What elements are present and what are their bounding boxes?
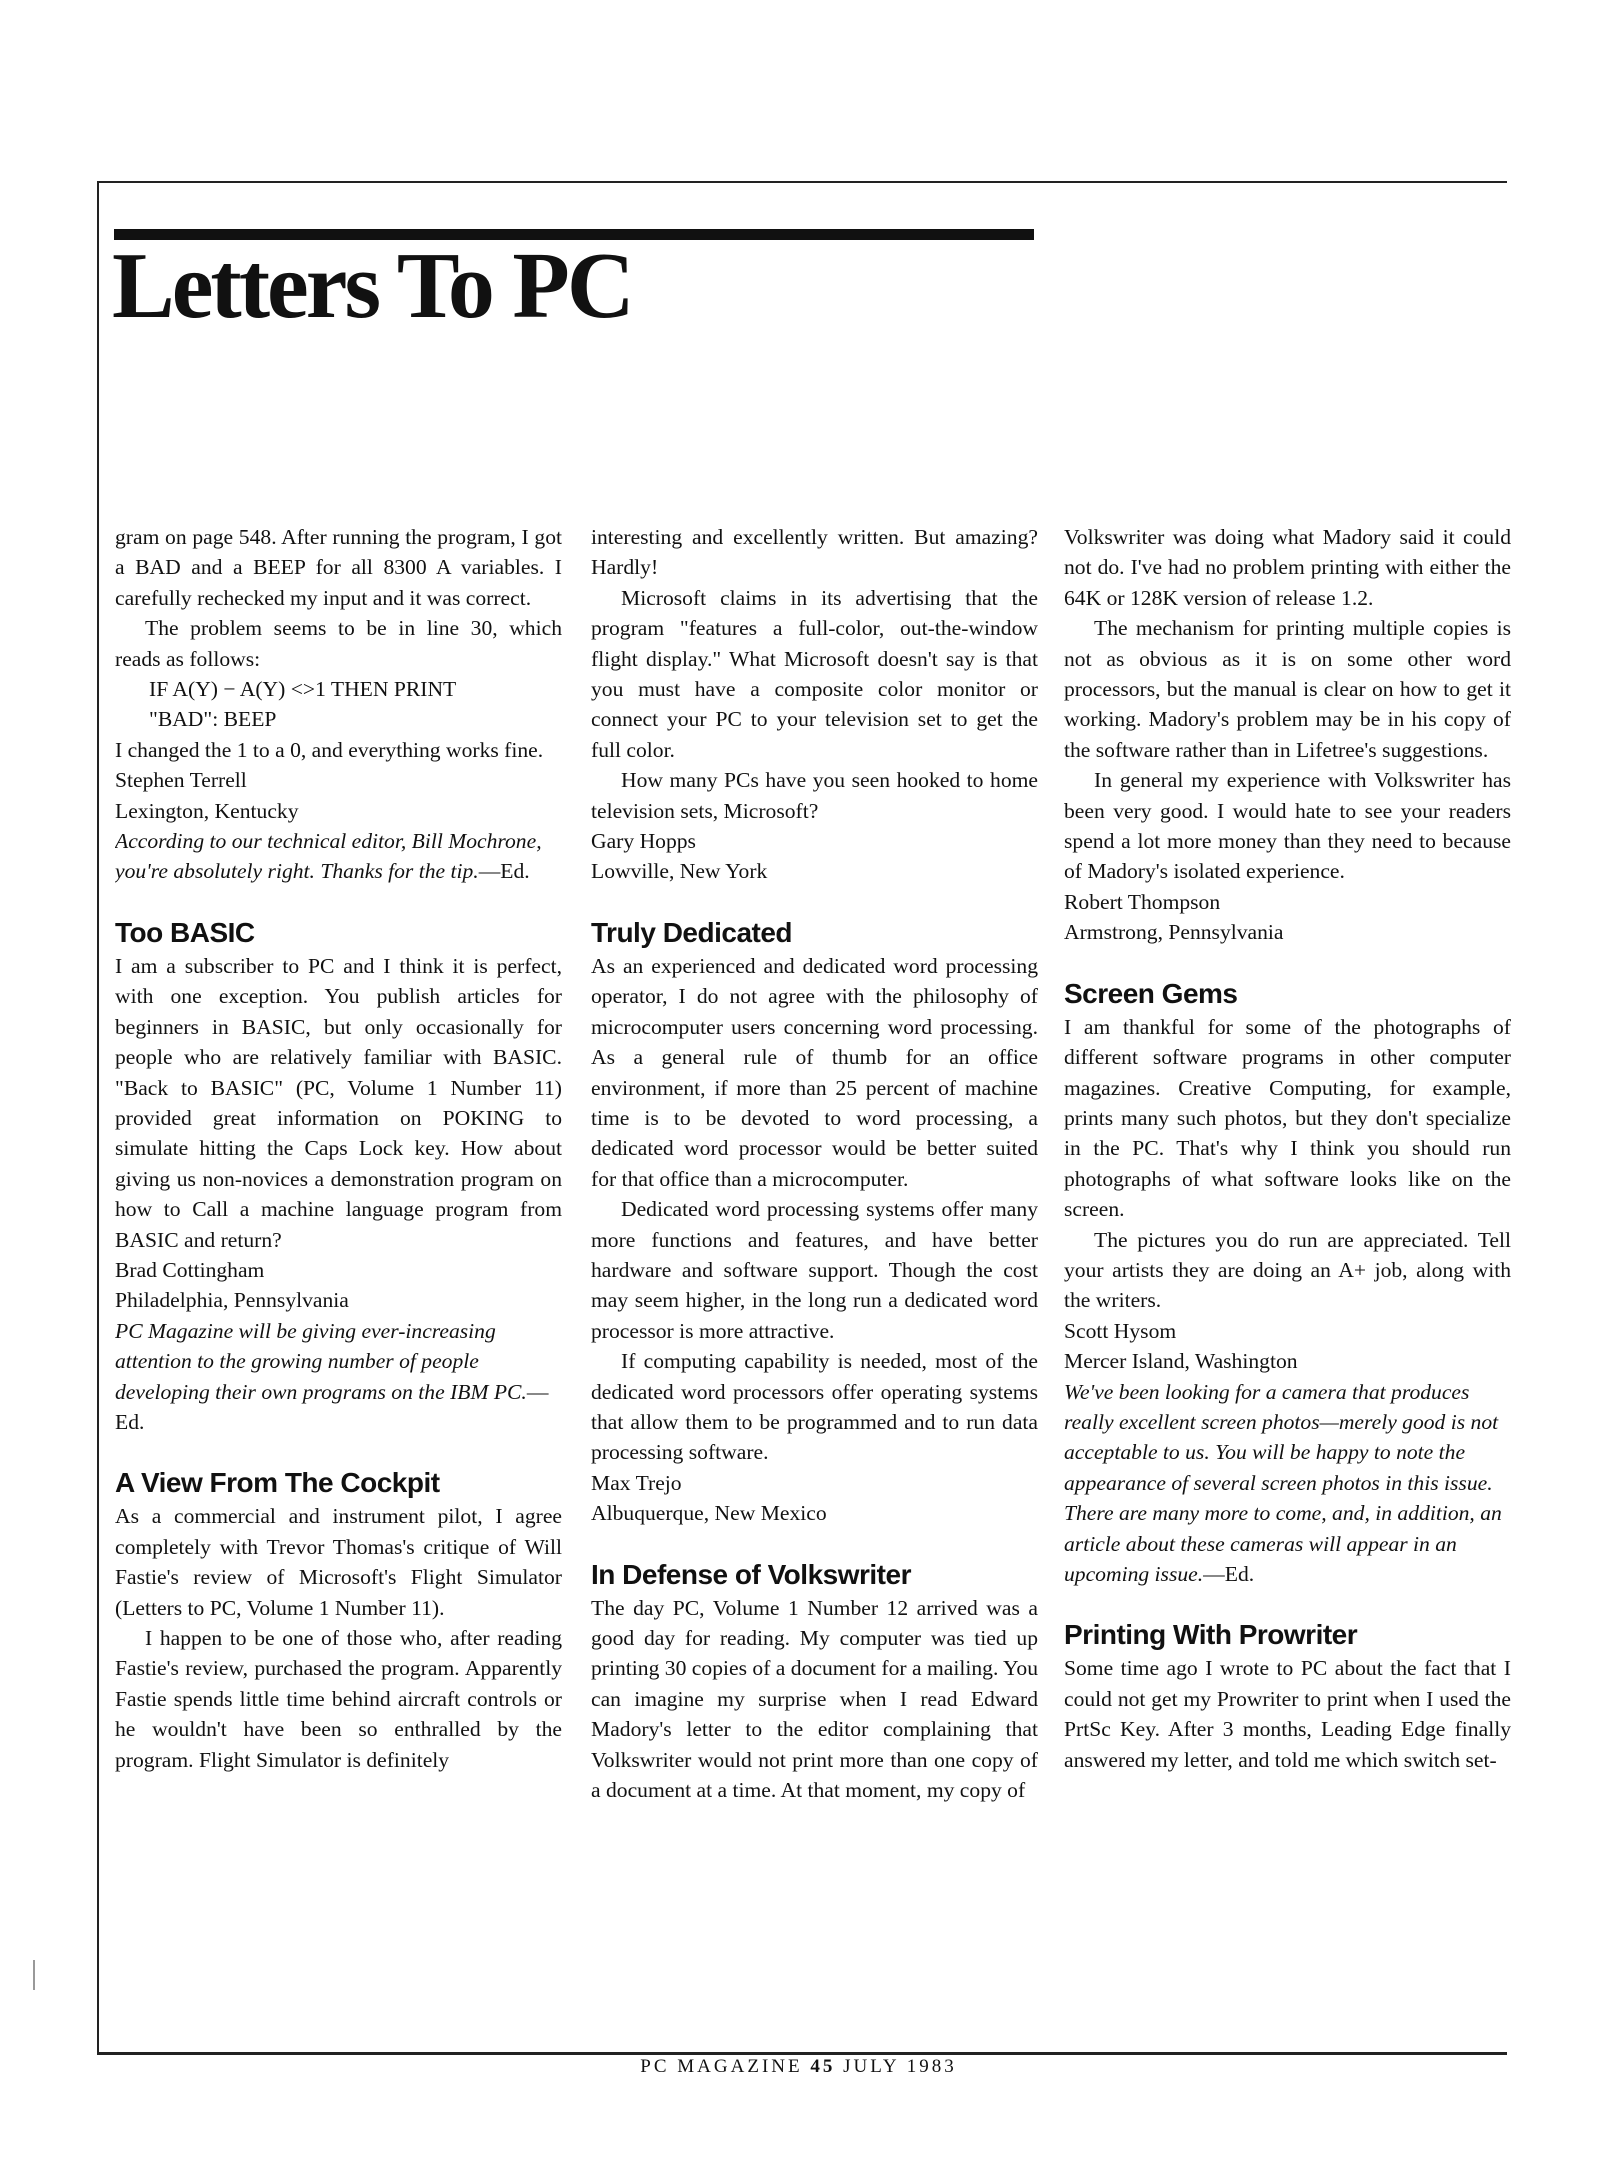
signature-name: Gary Hopps (591, 829, 696, 854)
letter-paragraph: The problem seems to be in line 30, which reads as follows: (115, 616, 562, 671)
editor-note (115, 1316, 562, 1438)
signature-name: Brad Cottingham (115, 1257, 265, 1282)
signature-name: Robert Thompson (1064, 889, 1221, 914)
letter-paragraph: I am a subscriber to PC and I think it is perfect, with one exception. You publish articles for beginners in BASIC, but only occasionally for people who are relatively familiar with BASIC. "Back to BASIC" (PC, Volume 1 Number 11) provided great information on POKING to simulate hitting the Caps Lock key. How about giving us non-novices a demonstration program on how to Call a machine language program from BASIC and return? (115, 953, 562, 1252)
editor-note (1064, 1377, 1511, 1590)
page-title: Letters To PC (112, 234, 632, 338)
letter-paragraph: gram on page 548. After running the program, I got a BAD and a BEEP for all 8300 A variables. I carefully rechecked my input and it was correct. (115, 525, 562, 610)
column-2 (591, 522, 1038, 2037)
editor-signoff: —Ed. (115, 1379, 549, 1434)
letter-paragraph: I changed the 1 to a 0, and everything works fine. (115, 737, 544, 762)
letter-paragraph: In general my experience with Volkswriter has been very good. I would hate to see your readers spend a lot more money than they need to because of Madory's isolated experience. (1064, 768, 1511, 884)
editor-note (115, 826, 562, 887)
section-heading-printing-with-prowriter: Printing With Prowriter (1064, 1619, 1358, 1651)
editor-note-text: PC Magazine will be giving ever-increasing attention to the growing number of people developing their own programs on the IBM PC. (115, 1318, 527, 1404)
signature-name: Scott Hysom (1064, 1318, 1177, 1343)
footer-magazine: PC MAGAZINE (640, 2056, 803, 2077)
page-frame-top-rule (97, 181, 1507, 183)
footer-date: JULY 1983 (843, 2056, 957, 2077)
column-1 (115, 522, 562, 2037)
page-footer (0, 2056, 1597, 2078)
signature-place: Philadelphia, Pennsylvania (115, 1288, 349, 1313)
letter-paragraph: I am thankful for some of the photographs of different software programs in other computer magazines. Creative Computing, for example, prints many such photos, but they don't specialize in the PC. That's why I think you should run photographs of what software looks like on the screen. (1064, 1014, 1511, 1222)
letter-paragraph: Some time ago I wrote to PC about the fact that I could not get my Prowriter to print when I used the PrtSc Key. After 3 months, Leading Edge finally answered my letter, and told me which switch set- (1064, 1656, 1511, 1772)
letter-paragraph: The day PC, Volume 1 Number 12 arrived was a good day for reading. My computer was tied up printing 30 copies of a document for a mailing. You can imagine my surprise when I read Edward Madory's letter to the editor complaining that Volkswriter would not print more than one copy of a document at a time. At that moment, my copy of (591, 1595, 1038, 1803)
signature-place: Lowville, New York (591, 859, 768, 884)
section-heading-view-from-cockpit: A View From The Cockpit (115, 1467, 440, 1499)
code-line: IF A(Y) − A(Y) <>1 THEN PRINT (149, 677, 457, 702)
editor-signoff: —Ed. (478, 859, 530, 884)
letter-paragraph: I happen to be one of those who, after reading Fastie's review, purchased the program. Apparently Fastie spends little time behind aircraft controls or he wouldn't have been so enthralled by the program. Flight Simulator is definitely (115, 1626, 562, 1772)
signature-place: Albuquerque, New Mexico (591, 1501, 827, 1526)
editor-note-text: According to our technical editor, Bill Mochrone, you're absolutely right. Thanks for the tip. (115, 829, 542, 884)
letter-paragraph: The pictures you do run are appreciated. Tell your artists they are doing an A+ job, along with the writers. (1064, 1227, 1511, 1313)
section-heading-truly-dedicated: Truly Dedicated (591, 916, 793, 948)
letter-paragraph: As an experienced and dedicated word processing operator, I do not agree with the philosophy of microcomputer users concerning word processing. As a general rule of thumb for an office environment, if more than 25 percent of machine time is to be devoted to word processing, a dedicated word processor would be better suited for that office than a microcomputer. (591, 953, 1038, 1191)
column-3 (1064, 522, 1511, 2037)
editor-note-text: We've been looking for a camera that produces really excellent screen photos—merely good is not acceptable to us. You will be happy to note the appearance of several screen photos in this issue. There are many more to come, and, in addition, an article about these cameras will appear in an upcoming issue. (1064, 1379, 1502, 1586)
letter-paragraph: Microsoft claims in its advertising that the program "features a full-color, out-the-window flight display." What Microsoft doesn't say is that you must have a composite color monitor or connect your PC to your television set to get the full color. (591, 585, 1038, 762)
section-heading-too-basic: Too BASIC (115, 916, 255, 948)
signature-place: Lexington, Kentucky (115, 798, 299, 823)
section-heading-defense-of-volkswriter: In Defense of Volkswriter (591, 1558, 911, 1590)
signature-name: Max Trejo (591, 1470, 682, 1495)
letter-paragraph: How many PCs have you seen hooked to home television sets, Microsoft? (591, 768, 1038, 823)
page-frame-bottom-rule (97, 2052, 1507, 2055)
letter-paragraph: As a commercial and instrument pilot, I agree completely with Trevor Thomas's critique of Will Fastie's review of Microsoft's Flight Simulator (Letters to PC, Volume 1 Number 11). (115, 1504, 562, 1620)
letter-paragraph: interesting and excellently written. But amazing? Hardly! (591, 525, 1038, 580)
footer-page-number: 45 (810, 2056, 836, 2077)
letter-paragraph: Dedicated word processing systems offer many more functions and features, and have better hardware and software support. Though the cost may seem higher, in the long run a dedicated word processor is more attractive. (591, 1197, 1038, 1343)
gutter-mark (33, 1960, 35, 1990)
letter-paragraph: The mechanism for printing multiple copies is not as obvious as it is on some other word processors, but the manual is clear on how to get it working. Madory's problem may be in his copy of the software rather than in Lifetree's suggestions. (1064, 616, 1511, 762)
signature-place: Armstrong, Pennsylvania (1064, 920, 1284, 945)
signature-place: Mercer Island, Washington (1064, 1349, 1298, 1374)
page-frame-left-rule (97, 181, 99, 2054)
letter-paragraph: Volkswriter was doing what Madory said it could not do. I've had no problem printing with either the 64K or 128K version of release 1.2. (1064, 525, 1511, 610)
letter-paragraph: If computing capability is needed, most of the dedicated word processors offer operating systems that allow them to be programmed and to run data processing software. (591, 1349, 1038, 1465)
signature-name: Stephen Terrell (115, 768, 247, 793)
code-line: "BAD": BEEP (149, 707, 277, 732)
section-heading-screen-gems: Screen Gems (1064, 977, 1238, 1009)
editor-signoff: —Ed. (1203, 1562, 1255, 1586)
